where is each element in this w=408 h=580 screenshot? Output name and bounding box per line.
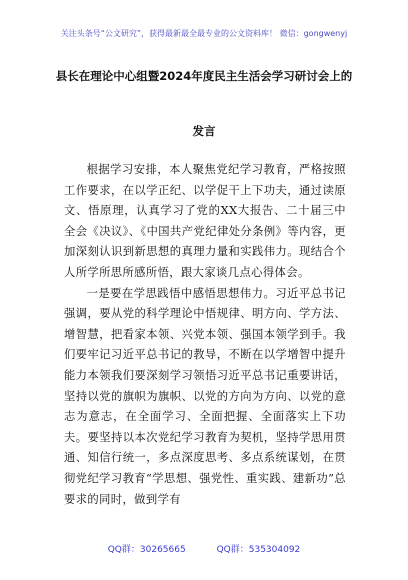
document-body	[64, 160, 346, 532]
document-title: 县长在理论中心组暨2024年度民主生活会学习研讨会上的	[55, 69, 353, 83]
paragraph: 根据学习安排，本人聚焦党纪学习教育，严格按照工作要求，在以学正纪、以学促干上下功夫，通过读原文、悟原理，认真学习了党的XX大报告、二十届三中全会《决议》、《中国共产党纪律处分条例》等内容，更加深刻认识到新思想的真理力量和实践伟力。现结合个人所学所思所感所悟，跟大家谈几点心得体会。	[64, 163, 346, 279]
footer-qq-group-2: QQ群：535304092	[216, 545, 301, 555]
footer	[0, 542, 408, 555]
header-banner: 关注头条号“公文研究”，获得最新最全最专业的公文资料库！ 微信：gongwenyj	[60, 29, 348, 38]
footer-qq-group-1: QQ群：30265665	[107, 545, 186, 555]
document-title-continued: 发言	[192, 124, 216, 138]
paragraph: 一是要在学思践悟中感悟思想伟力。习近平总书记强调，要从党的科学理论中悟规律、明方向、学方法、增智慧，把看家本领、兴党本领、强国本领学到手。我们要牢记习近平总书记的教导，不断在以学增智中提升能力本领我们要深刻学习领悟习近平总书记重要讲话，坚持以党的旗帜为旗帜、以党的方向为方向、以党的意志为意志，在全面学习、全面把握、全面落实上下功夫。要坚持以本次党纪学习教育为契机，坚持学思用贯通、知信行统一，多点深度思考、多点系统谋划，在贯彻党纪学习教育“学思想、强党性、重实践、建新功”总要求的同时，做到学有	[64, 286, 346, 506]
